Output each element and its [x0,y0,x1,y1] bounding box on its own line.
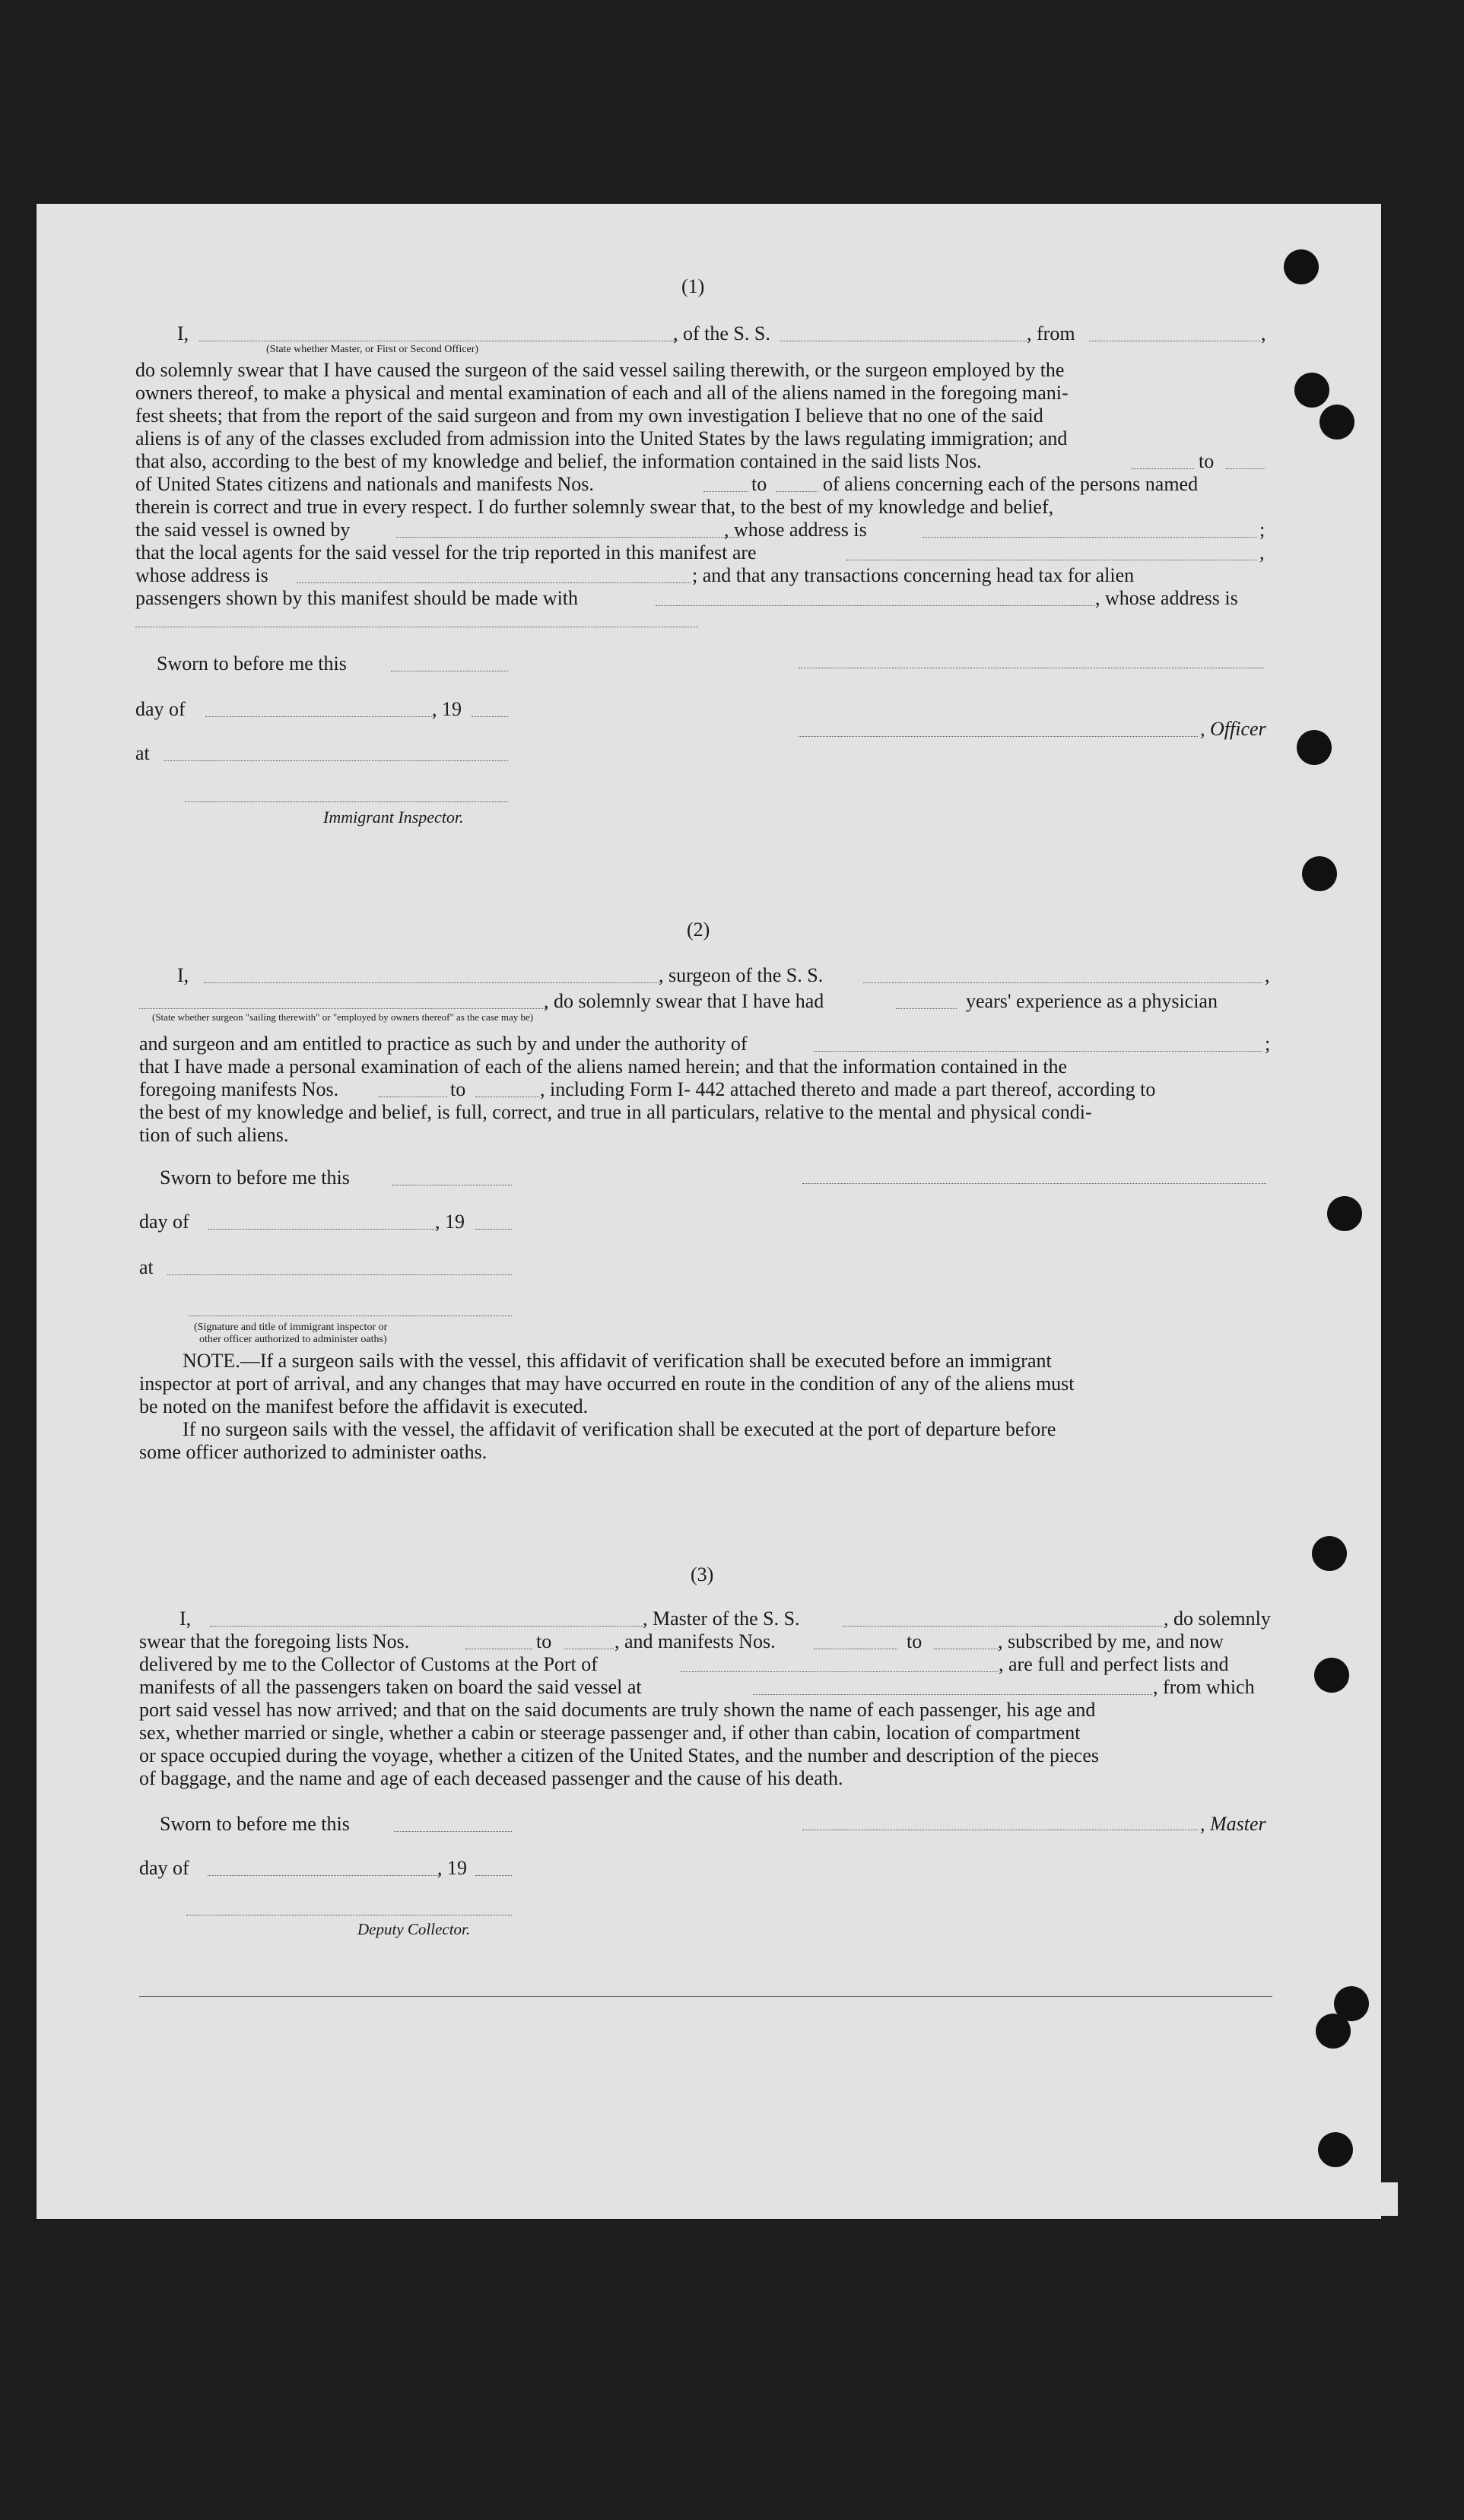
s1-body-1: do solemnly swear that I have caused the surgeon of the said vessel sailing therewith, or the surgeon employed by the [135,359,1065,381]
s2-day: day of [139,1211,189,1233]
blank-field [475,1875,512,1876]
s3-body-2: sex, whether married or single, whether a cabin or steerage passenger and, if other than cabin, location of compartment [139,1722,1081,1744]
s3-day: day of [139,1857,189,1879]
blank-field [923,537,1257,538]
signature-line [185,801,508,802]
blank-field [208,1229,436,1230]
blank-field [472,716,508,717]
punch-hole [1312,1536,1347,1571]
s3-body-3: or space occupied during the voyage, whether a citizen of the United States, and the number and description of the pieces [139,1744,1100,1766]
blank-field [164,760,508,761]
s2-sig-note-2: other officer authorized to administer oaths) [199,1334,387,1345]
s1-body-8-mid: , whose address is [724,519,867,541]
blank-field [776,491,818,492]
s3-line-4a: manifests of all the passengers taken on board the said vessel at [139,1676,642,1698]
s2-line-2-mid: , do solemnly swear that I have had [544,990,824,1012]
s1-line-1-end: , [1261,322,1266,344]
s1-year: , 19 [432,698,462,720]
punch-hole [1316,2014,1351,2049]
s2-line-1-vessel: , surgeon of the S. S. [659,964,824,986]
blank-field [167,1274,512,1275]
blank-field [297,582,691,583]
page-corner [1255,2182,1398,2216]
punch-hole [1302,856,1337,891]
section-3-number: (3) [691,1563,714,1585]
s1-body-6-to: to [751,473,767,495]
blank-field [863,982,1262,983]
s2-body-3-to: to [450,1078,466,1100]
s1-body-8: the said vessel is owned by [135,519,351,541]
blank-field [394,1831,512,1832]
s3-line-2c: , and manifests Nos. [614,1630,776,1652]
s3-line-1-start: I, [179,1608,192,1630]
s2-body-3-end: , including Form I- 442 attached thereto and made a part thereof, according to [540,1078,1156,1100]
s2-year: , 19 [435,1211,465,1233]
blank-field [1132,468,1194,469]
s1-body-8-end: ; [1259,519,1266,541]
punch-hole [1318,2132,1353,2167]
s1-body-9: that the local agents for the said vessel for the trip reported in this manifest are [135,541,757,563]
section-1-number: (1) [681,275,705,297]
s1-body-7: therein is correct and true in every respect. I do further solemnly swear that, to the best of my knowledge and belief, [135,496,1054,518]
s3-line-2d: to [907,1630,923,1652]
section-2-number: (2) [687,919,710,941]
blank-field [139,1008,546,1009]
signature-line [802,1183,1266,1184]
s3-body-1: port said vessel has now arrived; and that on the said documents are truly shown the name of each passenger, his age and [139,1699,1096,1721]
s1-body-5: that also, according to the best of my knowledge and belief, the information contained in the said lists Nos. [135,450,982,472]
s2-body-4: the best of my knowledge and belief, is full, correct, and true in all particulars, relative to the mental and physical condi- [139,1101,1092,1123]
s1-body-5-to: to [1199,450,1215,472]
s3-year: , 19 [437,1857,467,1879]
s1-line-1-from: , from [1027,322,1075,344]
s2-body-1: and surgeon and am entitled to practice as such by and under the authority of [139,1033,748,1055]
s1-line-1-vessel: , of the S. S. [673,322,770,344]
s2-body-2: that I have made a personal examination of each of the aliens named herein; and that the information contained in the [139,1055,1068,1078]
punch-hole [1314,1658,1349,1693]
blank-field [475,1229,512,1230]
blank-field [656,605,1095,606]
s3-line-2a: swear that the foregoing lists Nos. [139,1630,410,1652]
s1-body-2: owners thereof, to make a physical and mental examination of each and all of the aliens named in the foregoing mani- [135,382,1069,404]
s1-sworn: Sworn to before me this [157,652,347,674]
s3-collector-label: Deputy Collector. [357,1920,471,1938]
s3-body-4: of baggage, and the name and age of each deceased passenger and the cause of his death. [139,1767,843,1789]
s2-line-1-end: , [1265,964,1270,986]
note-line-3: be noted on the manifest before the affidavit is executed. [139,1395,589,1417]
s3-sworn: Sworn to before me this [160,1813,350,1835]
blank-field [208,1875,440,1876]
s3-line-1-end: , do solemnly [1164,1608,1271,1630]
s1-body-6-end: of aliens concerning each of the persons named [823,473,1199,495]
blank-field [210,1626,643,1627]
s1-body-9-end: , [1259,541,1265,563]
s2-sig-note-1: (Signature and title of immigrant inspector or [194,1322,388,1333]
blank-field [1226,468,1266,469]
note-line-4: If no surgeon sails with the vessel, the affidavit of verification shall be executed at the port of departure before [183,1418,1056,1440]
blank-field [681,1671,999,1672]
note-line-2: inspector at port of arrival, and any changes that may have occurred en route in the condition of any of the aliens must [139,1373,1075,1395]
blank-field [896,1008,957,1009]
s1-body-11-end: , whose address is [1095,587,1238,609]
s2-body-5: tion of such aliens. [139,1124,289,1146]
punch-hole [1320,405,1354,440]
s3-line-2b: to [536,1630,552,1652]
blank-field [843,1626,1164,1627]
punch-hole [1284,249,1319,284]
s3-line-1-vessel: , Master of the S. S. [643,1608,800,1630]
s2-surgeon-note: (State whether surgeon "sailing therewith" or "employed by owners thereof" as the case may be) [152,1011,534,1023]
s2-line-2-end: years' experience as a physician [966,990,1218,1012]
s1-body-6: of United States citizens and nationals and manifests Nos. [135,473,594,495]
punch-hole [1294,373,1329,408]
s3-master-label: , Master [1200,1813,1266,1835]
s3-line-3a: delivered by me to the Collector of Customs at the Port of [139,1653,598,1675]
blank-field [395,537,742,538]
blank-field [205,716,433,717]
s1-inspector-label: Immigrant Inspector. [323,808,464,827]
signature-line [799,736,1198,737]
s2-body-3: foregoing manifests Nos. [139,1078,339,1100]
s3-line-4b: , from which [1153,1676,1255,1698]
s1-day: day of [135,698,186,720]
s1-officer-label: , Officer [1200,718,1266,740]
s1-body-11: passengers shown by this manifest should be made with [135,587,579,609]
s1-body-4: aliens is of any of the classes excluded from admission into the United States by the laws regulating immigration; and [135,427,1068,449]
note-line-5: some officer authorized to administer oaths. [139,1441,487,1463]
note-line-1: NOTE.—If a surgeon sails with the vessel, this affidavit of verification shall be executed before an immigrant [183,1350,1052,1372]
blank-field [814,1051,1262,1052]
blank-field [703,491,748,492]
s1-body-3: fest sheets; that from the report of the said surgeon and from my own investigation I believe that no one of the said [135,405,1043,427]
s1-line-1-start: I, [177,322,189,344]
bottom-rule [139,1996,1272,1997]
punch-hole [1327,1196,1362,1231]
s3-line-3b: , are full and perfect lists and [999,1653,1229,1675]
s2-sworn: Sworn to before me this [160,1166,350,1189]
s1-body-10-end: ; and that any transactions concerning head tax for alien [692,564,1135,586]
s2-body-1-end: ; [1265,1033,1271,1055]
punch-hole [1297,730,1332,765]
s3-line-2e: , subscribed by me, and now [998,1630,1224,1652]
s2-line-1-start: I, [177,964,189,986]
s1-officer-note: (State whether Master, or First or Second Officer) [266,344,479,355]
s1-at: at [135,742,150,764]
blank-field [204,982,660,983]
s1-body-10: whose address is [135,564,268,586]
blank-field [753,1694,1152,1695]
s2-at: at [139,1256,154,1278]
